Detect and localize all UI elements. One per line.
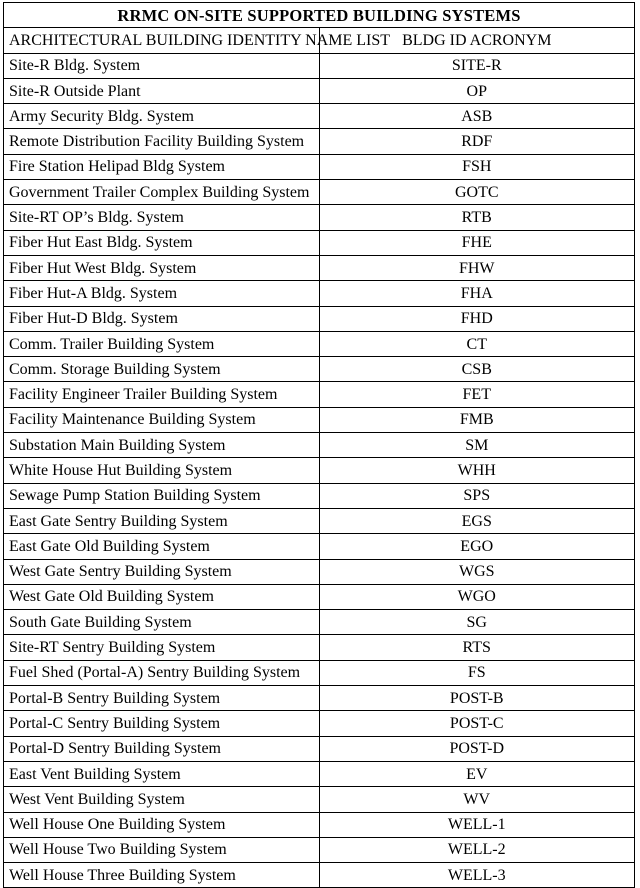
table-row	[4, 610, 635, 635]
building-acronym-cell: FMB	[319, 407, 635, 432]
building-acronym-cell: FS	[319, 660, 635, 685]
building-name-cell: Government Trailer Complex Building System	[4, 180, 320, 205]
table-row	[4, 483, 635, 508]
building-acronym-cell: EGO	[319, 534, 635, 559]
building-acronym-cell: FET	[319, 382, 635, 407]
building-name-cell: Site-RT OP’s Bldg. System	[4, 205, 320, 230]
building-systems-table	[3, 2, 635, 888]
table-row	[4, 230, 635, 255]
table-row	[4, 281, 635, 306]
table-row	[4, 736, 635, 761]
table-row	[4, 104, 635, 129]
table-row	[4, 78, 635, 103]
building-acronym-cell: SITE-R	[319, 53, 635, 78]
building-acronym-cell: CSB	[319, 357, 635, 382]
building-name-cell: Site-R Bldg. System	[4, 53, 320, 78]
building-acronym-cell: GOTC	[319, 180, 635, 205]
building-acronym-cell: WHH	[319, 458, 635, 483]
building-acronym-cell: CT	[319, 331, 635, 356]
building-acronym-cell: WELL-2	[319, 837, 635, 862]
building-acronym-cell: WGO	[319, 584, 635, 609]
table-row	[4, 686, 635, 711]
building-acronym-cell: SG	[319, 610, 635, 635]
table-row	[4, 357, 635, 382]
building-name-cell: Facility Engineer Trailer Building System	[4, 382, 320, 407]
building-acronym-cell: WV	[319, 787, 635, 812]
building-name-cell: Well House One Building System	[4, 812, 320, 837]
building-name-cell: Portal-B Sentry Building System	[4, 686, 320, 711]
building-name-cell: Sewage Pump Station Building System	[4, 483, 320, 508]
table-row	[4, 635, 635, 660]
building-acronym-cell: RTB	[319, 205, 635, 230]
building-name-cell: Portal-D Sentry Building System	[4, 736, 320, 761]
building-acronym-cell: WGS	[319, 559, 635, 584]
building-name-cell: Well House Two Building System	[4, 837, 320, 862]
building-name-cell: Facility Maintenance Building System	[4, 407, 320, 432]
table-row	[4, 53, 635, 78]
building-name-cell: Fuel Shed (Portal-A) Sentry Building System	[4, 660, 320, 685]
building-acronym-cell: FHA	[319, 281, 635, 306]
table-row	[4, 306, 635, 331]
building-acronym-cell: FSH	[319, 154, 635, 179]
table-row	[4, 787, 635, 812]
building-name-cell: Comm. Storage Building System	[4, 357, 320, 382]
building-acronym-cell: EV	[319, 761, 635, 786]
building-name-cell: Substation Main Building System	[4, 433, 320, 458]
building-name-cell: East Vent Building System	[4, 761, 320, 786]
building-acronym-cell: SPS	[319, 483, 635, 508]
table-body	[4, 53, 635, 888]
table-head	[4, 3, 635, 54]
building-acronym-cell: RTS	[319, 635, 635, 660]
building-name-cell: West Vent Building System	[4, 787, 320, 812]
table-title: RRMC ON-SITE SUPPORTED BUILDING SYSTEMS	[4, 3, 635, 28]
building-name-cell: Comm. Trailer Building System	[4, 331, 320, 356]
building-acronym-cell: ASB	[319, 104, 635, 129]
table-row	[4, 433, 635, 458]
table-row	[4, 812, 635, 837]
table-row	[4, 711, 635, 736]
building-name-cell: Site-R Outside Plant	[4, 78, 320, 103]
table-row	[4, 180, 635, 205]
building-name-cell: West Gate Sentry Building System	[4, 559, 320, 584]
table-row	[4, 129, 635, 154]
building-acronym-cell: RDF	[319, 129, 635, 154]
table-row	[4, 534, 635, 559]
table-row	[4, 559, 635, 584]
building-name-cell: East Gate Old Building System	[4, 534, 320, 559]
building-name-cell: South Gate Building System	[4, 610, 320, 635]
table-row	[4, 584, 635, 609]
table-row	[4, 154, 635, 179]
building-name-cell: Fiber Hut West Bldg. System	[4, 255, 320, 280]
building-acronym-cell: POST-C	[319, 711, 635, 736]
header-row	[4, 28, 635, 53]
table-row	[4, 508, 635, 533]
building-acronym-cell: POST-D	[319, 736, 635, 761]
building-acronym-cell: WELL-3	[319, 863, 635, 888]
table-row	[4, 331, 635, 356]
header-name: ARCHITECTURAL BUILDING IDENTITY NAME LIST	[4, 28, 320, 53]
building-name-cell: Remote Distribution Facility Building System	[4, 129, 320, 154]
building-name-cell: Site-RT Sentry Building System	[4, 635, 320, 660]
table-row	[4, 761, 635, 786]
table-row	[4, 837, 635, 862]
building-name-cell: Fiber Hut-A Bldg. System	[4, 281, 320, 306]
table-row	[4, 458, 635, 483]
building-acronym-cell: POST-B	[319, 686, 635, 711]
building-name-cell: Fiber Hut-D Bldg. System	[4, 306, 320, 331]
building-acronym-cell: FHW	[319, 255, 635, 280]
building-name-cell: East Gate Sentry Building System	[4, 508, 320, 533]
table-row	[4, 407, 635, 432]
table-row	[4, 660, 635, 685]
building-acronym-cell: FHE	[319, 230, 635, 255]
building-acronym-cell: EGS	[319, 508, 635, 533]
title-row	[4, 3, 635, 28]
header-acronym: BLDG ID ACRONYM	[319, 28, 635, 53]
building-acronym-cell: OP	[319, 78, 635, 103]
table-row	[4, 205, 635, 230]
building-name-cell: West Gate Old Building System	[4, 584, 320, 609]
table-row	[4, 382, 635, 407]
building-name-cell: Army Security Bldg. System	[4, 104, 320, 129]
building-acronym-cell: FHD	[319, 306, 635, 331]
building-name-cell: Portal-C Sentry Building System	[4, 711, 320, 736]
building-name-cell: Well House Three Building System	[4, 863, 320, 888]
table-row	[4, 255, 635, 280]
table-row	[4, 863, 635, 888]
building-acronym-cell: SM	[319, 433, 635, 458]
building-name-cell: Fire Station Helipad Bldg System	[4, 154, 320, 179]
building-name-cell: Fiber Hut East Bldg. System	[4, 230, 320, 255]
building-name-cell: White House Hut Building System	[4, 458, 320, 483]
building-acronym-cell: WELL-1	[319, 812, 635, 837]
